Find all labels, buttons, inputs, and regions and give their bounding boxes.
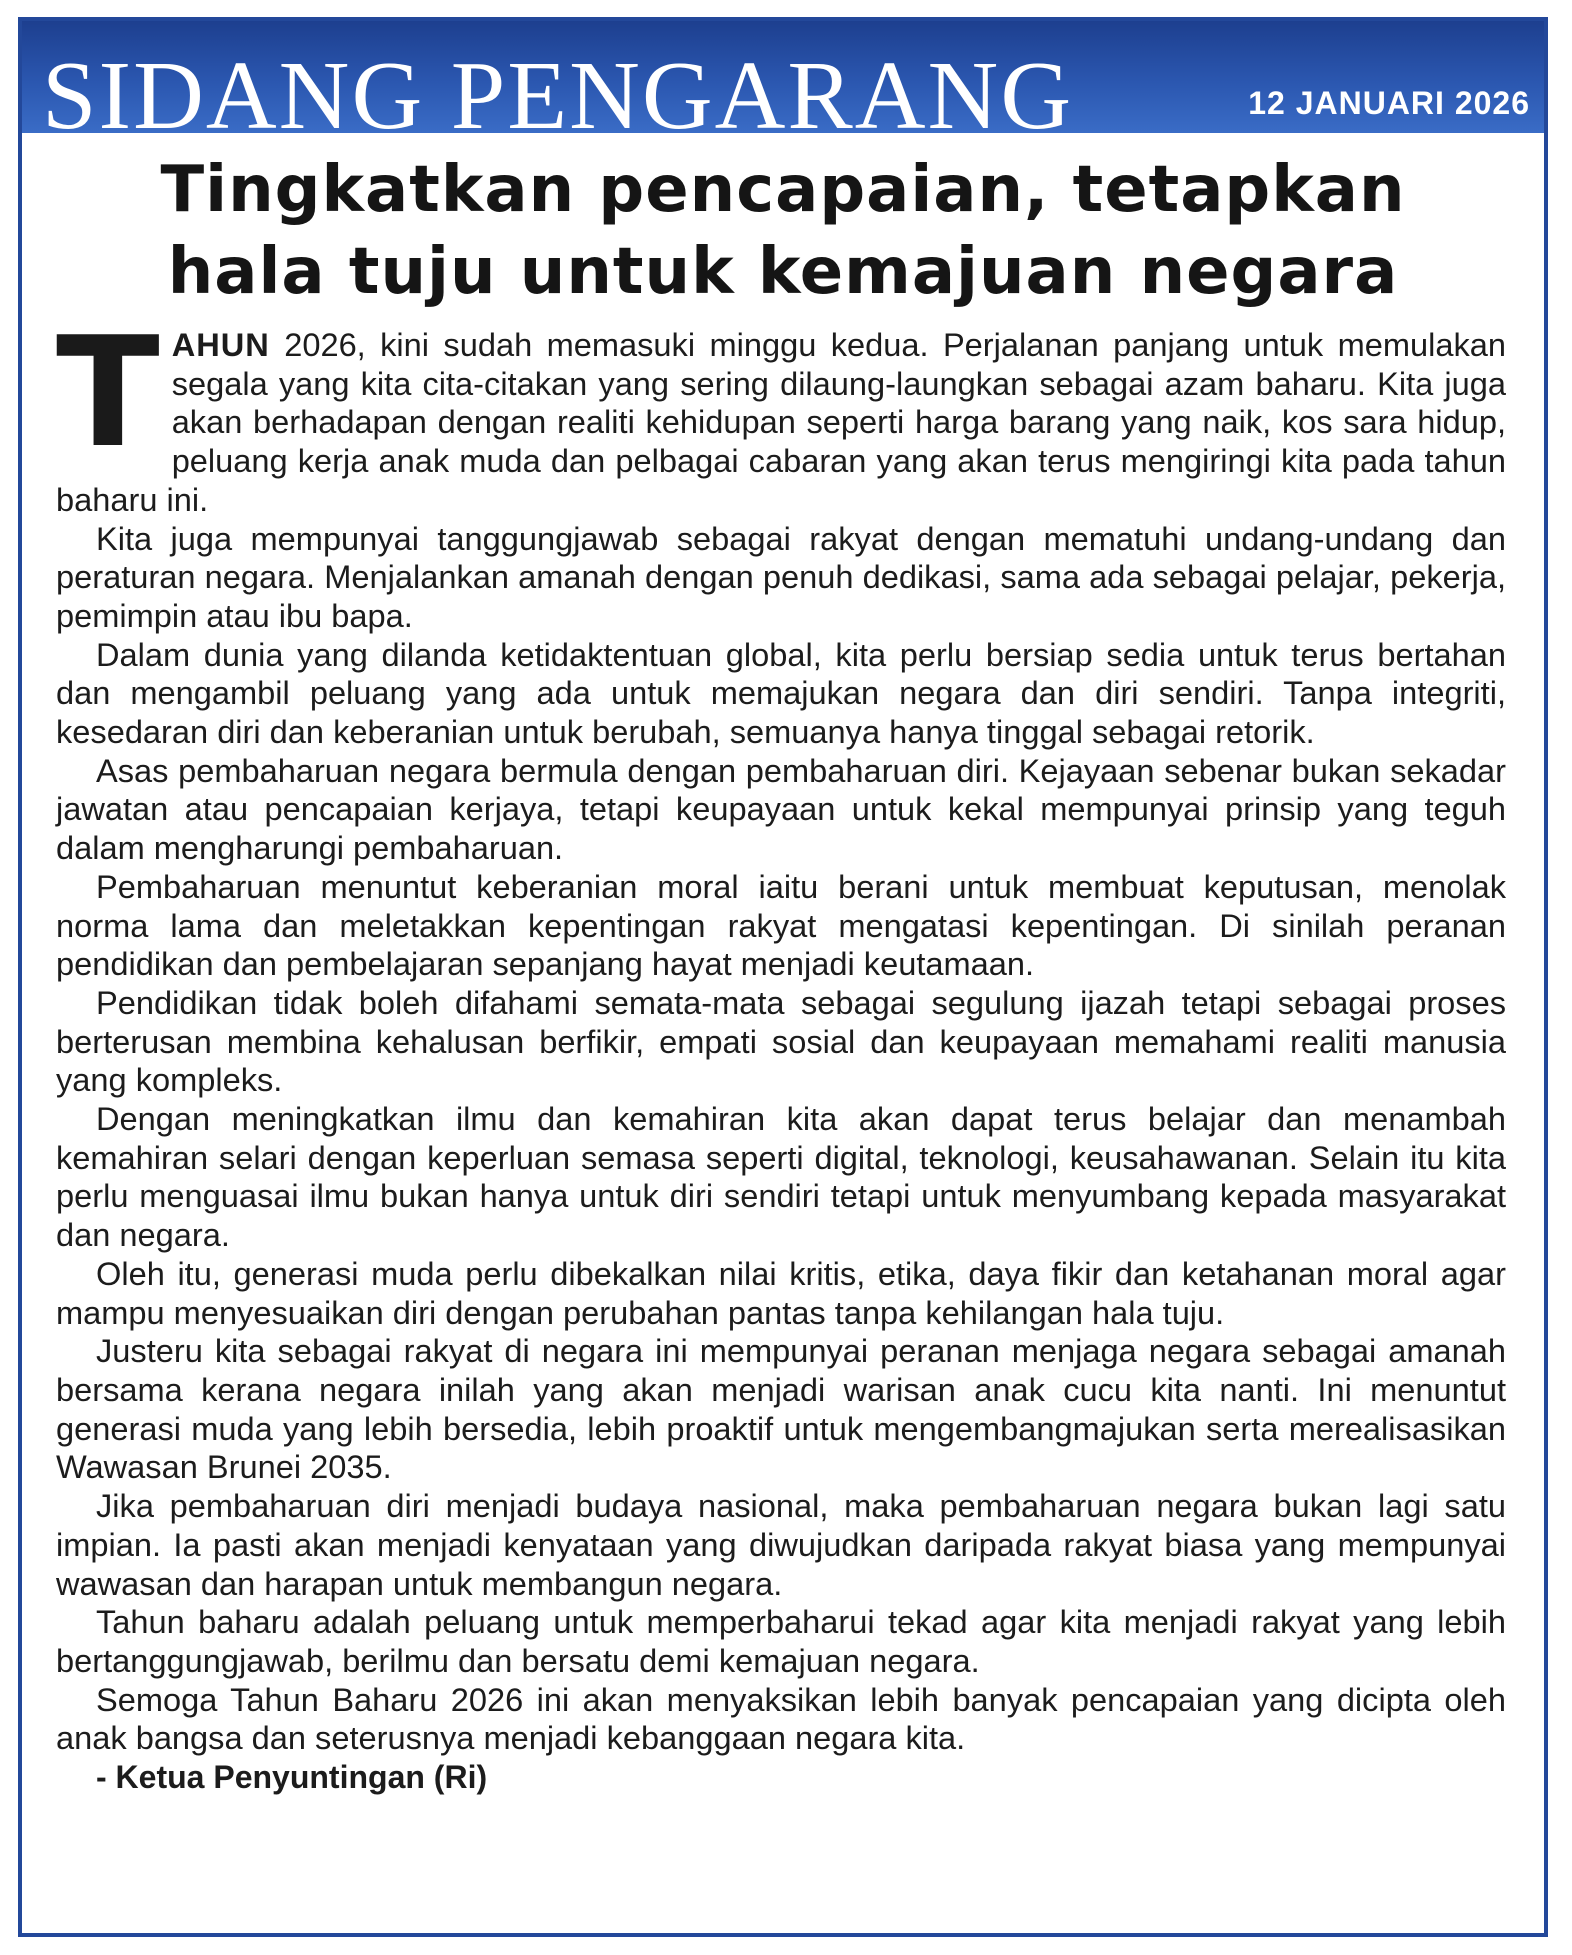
article-paragraph: Oleh itu, generasi muda perlu dibekalkan nilai kritis, etika, daya fikir dan ketahanan moral agar mampu menyesuaikan diri dengan perubahan pantas tanpa kehilangan hala tuju. bbox=[56, 1254, 1506, 1331]
article-paragraph: Kita juga mempunyai tanggungjawab sebagai rakyat dengan mematuhi undang-undang dan peraturan negara. Menjalankan amanah dengan penuh dedikasi, sama ada sebagai pelajar, pekerja, pemimpin atau ibu bapa. bbox=[56, 519, 1506, 634]
publication-date: 12 JANUARI 2026 bbox=[1248, 85, 1530, 121]
article-paragraph: Justeru kita sebagai rakyat di negara ini mempunyai peranan menjaga negara sebagai amanah bersama kerana negara inilah yang akan menjadi warisan anak cucu kita nanti. Ini menuntut generasi muda yang lebih bersedia, lebih proaktif untuk mengembangmajukan serta merealisasikan Wawasan Brunei 2035. bbox=[56, 1332, 1506, 1486]
article-paragraph: Dalam dunia yang dilanda ketidaktentuan global, kita perlu bersiap sedia untuk terus bertahan dan mengambil peluang yang ada untuk memajukan negara dan diri sendiri. Tanpa integriti, kesedaran diri dan keberanian untuk berubah, semuanya hanya tinggal sebagai retorik. bbox=[56, 635, 1506, 751]
article-paragraph: Pendidikan tidak boleh difahami semata-mata sebagai segulung ijazah tetapi sebagai proses berterusan membina kehalusan berfikir, empati sosial dan keupayaan memahami realiti manusia yang kompleks. bbox=[56, 983, 1506, 1099]
headline-line-2: hala tuju untuk kemajuan negara bbox=[167, 235, 1399, 309]
author-signature: - Ketua Penyuntingan (Ri) bbox=[96, 1759, 488, 1796]
headline bbox=[62, 149, 1504, 313]
headline-line-1: Tingkatkan pencapaian, tetapkan bbox=[160, 153, 1406, 227]
editorial-frame bbox=[18, 17, 1548, 1937]
drop-cap: T bbox=[56, 304, 160, 481]
article-paragraph: Dengan meningkatkan ilmu dan kemahiran kita akan dapat terus belajar dan menambah kemahiran selari dengan keperluan semasa seperti digital, teknologi, keusahawanan. Selain itu kita perlu menguasai ilmu bukan hanya untuk diri sendiri tetapi untuk menyumbang kepada masyarakat dan negara. bbox=[56, 1100, 1506, 1254]
article-paragraph bbox=[56, 304, 1506, 520]
masthead-banner bbox=[22, 21, 1544, 133]
article-paragraph: Asas pembaharuan negara bermula dengan pembaharuan diri. Kejayaan sebenar bukan sekadar jawatan atau pencapaian kerjaya, tetapi keupayaan untuk kekal mempunyai prinsip yang teguh dalam mengharungi pembaharuan. bbox=[56, 751, 1506, 867]
article-paragraph: Pembaharuan menuntut keberanian moral iaitu berani untuk membuat keputusan, menolak norma lama dan meletakkan kepentingan rakyat mengatasi kepentingan. Di sinilah peranan pendidikan dan pembelajaran sepanjang hayat menjadi keutamaan. bbox=[56, 867, 1506, 983]
masthead-title: SIDANG PENGARANG bbox=[42, 42, 1074, 133]
article-paragraph: Semoga Tahun Baharu 2026 ini akan menyaksikan lebih banyak pencapaian yang dicipta oleh anak bangsa dan seterusnya menjadi kebanggaan negara kita. bbox=[56, 1680, 1506, 1757]
article-paragraph: Tahun baharu adalah peluang untuk memperbaharui tekad agar kita menjadi rakyat yang lebih bertanggungjawab, berilmu dan bersatu demi kemajuan negara. bbox=[56, 1603, 1506, 1679]
article-body bbox=[56, 304, 1506, 1796]
article-paragraph: Jika pembaharuan diri menjadi budaya nasional, maka pembaharuan negara bukan lagi satu impian. Ia pasti akan menjadi kenyataan yang diwujudkan daripada rakyat biasa yang mempunyai wawasan dan harapan untuk membangun negara. bbox=[56, 1487, 1506, 1602]
paragraph-text: 2026, kini sudah memasuki minggu kedua. Perjalanan panjang untuk memulakan segala yang kita cita-citakan yang sering dilaung-laungkan sebagai azam baharu. Kita juga akan berhadapan dengan realiti kehidupan seperti harga barang yang naik, kos sara hidup, peluang kerja anak muda dan pelbagai cabaran yang akan terus mengiringi kita pada tahun baharu ini. bbox=[56, 326, 1506, 518]
lead-word: AHUN bbox=[171, 326, 270, 363]
